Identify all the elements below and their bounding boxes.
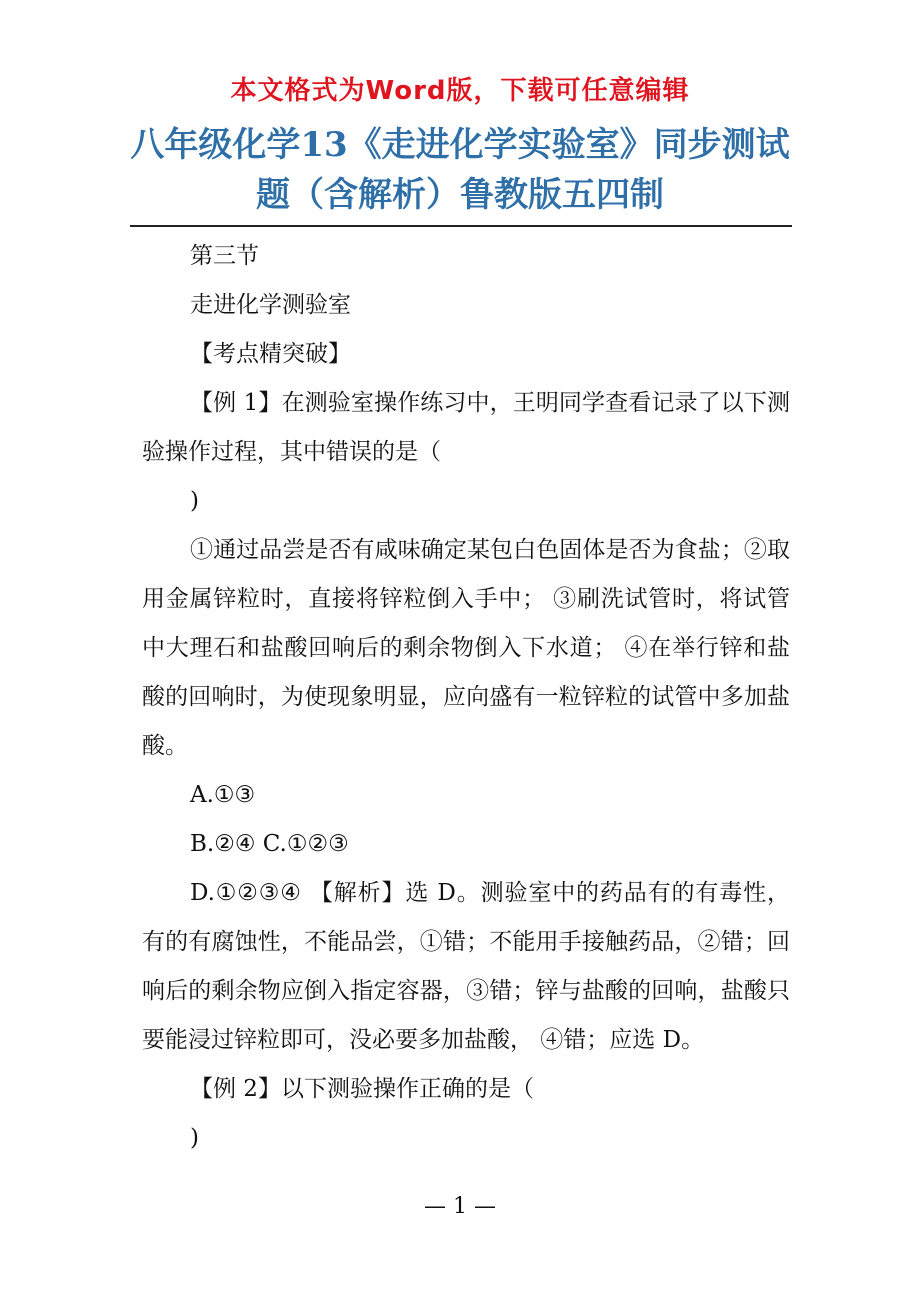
key-points-heading: 【考点精突破】 <box>190 341 351 367</box>
section-heading: 第三节 <box>190 243 259 269</box>
option-a: A.①③ <box>190 782 256 808</box>
example-2-question: 【例 2】以下测验操作正确的是（ <box>190 1076 534 1102</box>
title-divider <box>130 225 792 227</box>
example-1-statements: ①通过品尝是否有咸味确定某包白色固体是否为食盐；②取用金属锌粒时，直接将锌粒倒入手中； ③刷洗试管时，将试管中大理石和盐酸回响后的剩余物倒入下水道； ④在举行锌和盐酸的回响时，为使现象明显，应向盛有一粒锌粒的试管中多加盐酸。 <box>142 537 790 759</box>
example-1-question: 【例 1】在测验室操作练习中，王明同学查看记录了以下测验操作过程，其中错误的是（ <box>142 390 790 465</box>
section-subtitle: 走进化学测验室 <box>190 292 351 318</box>
format-notice: 本文格式为Word版，下载可任意编辑 <box>230 76 690 106</box>
document-title-line-2: 题（含解析）鲁教版五四制 <box>256 175 664 215</box>
option-d-analysis: D.①②③④ 【解析】选 D。测验室中的药品有的有毒性，有的有腐蚀性，不能品尝，①错；不能用手接触药品，②错；回响后的剩余物应倒入指定容器，③错；锌与盐酸的回响，盐酸只要能浸过锌粒即可，没必要多加盐酸， ④错；应选 D。 <box>142 880 790 1053</box>
document-body <box>142 232 790 1163</box>
example-1-paren: ) <box>190 488 199 514</box>
document-title-line-1: 八年级化学13《走进化学实验室》同步测试 <box>130 125 790 165</box>
option-b-c: B.②④ C.①②③ <box>190 831 349 857</box>
example-2-paren: ) <box>190 1125 199 1151</box>
page-number: — 1 — <box>424 1194 496 1219</box>
